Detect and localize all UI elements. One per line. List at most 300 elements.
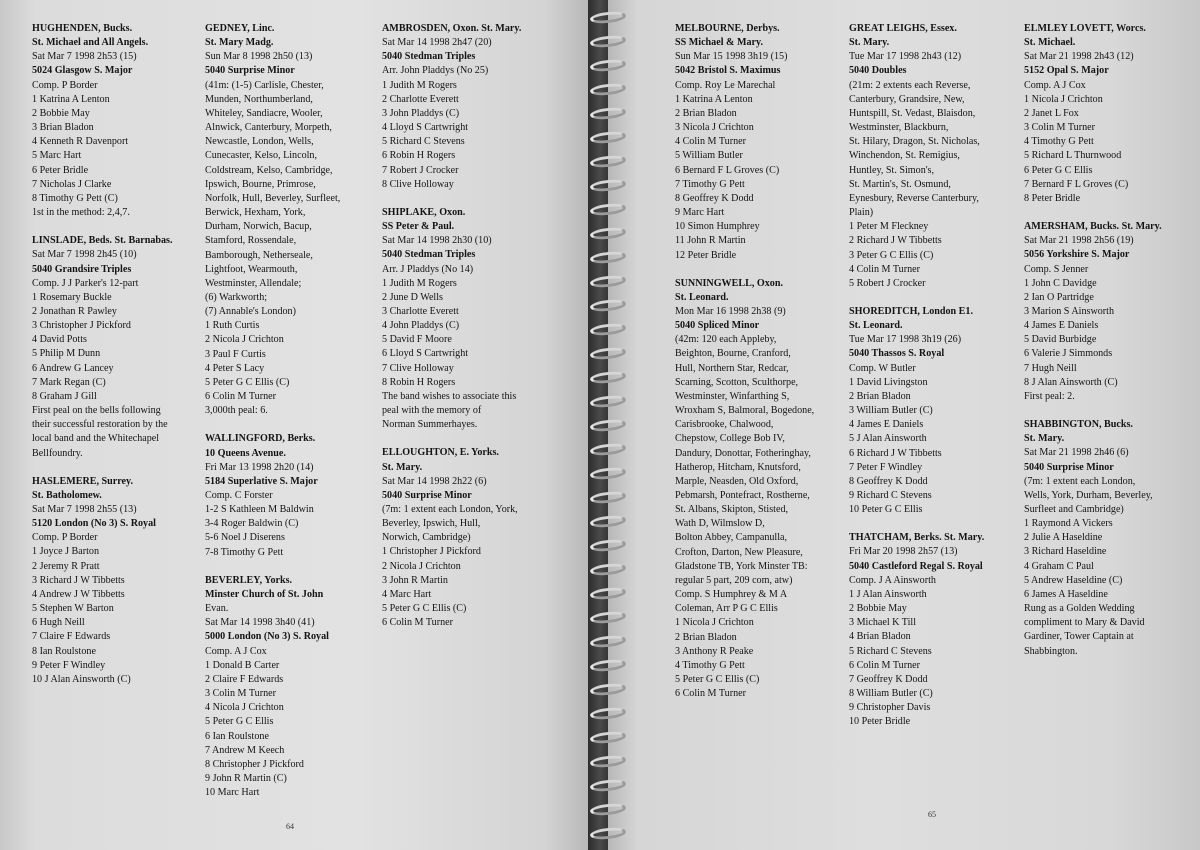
ringer-line: 1 J Alan Ainsworth <box>849 588 927 600</box>
ringer-line: 10 Peter G C Ellis <box>849 504 923 516</box>
peal-line: Tue Mar 17 1998 2h43 (12) <box>849 51 962 63</box>
ringer-line: 2 Nicola J Crichton <box>205 334 284 346</box>
ringer-line: 3 Colin M Turner <box>205 688 276 700</box>
peal-line: (6) Warkworth; <box>205 291 268 303</box>
peal-line: Westminster, Allendale; <box>205 277 302 289</box>
ringer-line: 6 Valerie J Simmonds <box>1024 348 1113 360</box>
ringer-line: 2 Charlotte Everett <box>382 93 459 105</box>
peal-line: Beighton, Bourne, Cranford, <box>675 348 791 360</box>
ringer-line: 5040 Surprise Minor <box>382 489 472 501</box>
ringer-line: 3 Richard J W Tibbetts <box>32 574 125 586</box>
ringer-line: 11 John R Martin <box>675 235 746 247</box>
ringer-line: 5 Richard C Stevens <box>382 136 465 148</box>
ringer-line: 8 Peter Bridle <box>1024 192 1081 204</box>
ringer-line: 6 Colin M Turner <box>205 391 276 403</box>
ringer-line: 5040 Spliced Minor <box>675 320 760 332</box>
ringer-line: 3 Michael K Till <box>849 617 917 629</box>
ringer-line: 4 Brian Bladon <box>849 631 911 643</box>
ringer-line: 7 Timothy G Pett <box>675 178 745 190</box>
ringer-line: 4 Timothy G Pett <box>675 659 745 671</box>
ringer-line: 1 Katrina A Lenton <box>32 93 110 105</box>
peal-line: St. Batholomew. <box>32 489 102 501</box>
ringer-line: 6 Ian Roulstone <box>205 730 269 742</box>
peal-line: Evan. <box>205 603 229 615</box>
ringer-line: 5040 Doubles <box>849 65 907 77</box>
peal-entry <box>849 531 984 729</box>
peal-line: Huntley, St. Simon's, <box>849 164 935 176</box>
page-number: 64 <box>286 822 294 831</box>
ringer-line: 4 James E Daniels <box>1024 320 1099 332</box>
ringer-line: 1 Joyce J Barton <box>32 546 99 558</box>
peal-line: Shabbington. <box>1024 645 1078 657</box>
ringer-line: 5 William Butler <box>675 150 743 162</box>
peal-line: Comp. J J Parker's 12-part <box>32 277 139 289</box>
ringer-line: 1 John C Davidge <box>1024 277 1097 289</box>
ringer-line: 7 Nicholas J Clarke <box>32 178 112 190</box>
ringer-line: 3 Nicola J Crichton <box>675 122 754 134</box>
ringer-line: 2 Ian O Partridge <box>1024 291 1094 303</box>
ringer-line: 5152 Opal S. Major <box>1024 65 1109 77</box>
peal-line: Gladstone TB, York Minster TB: <box>675 560 808 572</box>
ringer-line: 3 Marion S Ainsworth <box>1024 305 1115 317</box>
ringer-line: 6 Lloyd S Cartwright <box>382 348 469 360</box>
peal-title: SHOREDITCH, London E1. <box>849 305 973 317</box>
peal-line: Sat Mar 7 1998 2h45 (10) <box>32 249 137 261</box>
peal-title: GEDNEY, Linc. <box>205 23 275 34</box>
peal-line: peal with the memory of <box>382 405 482 417</box>
ringer-line: 2 Claire F Edwards <box>205 673 284 685</box>
peal-line: Comp. P Border <box>32 532 98 544</box>
ringer-line: 4 Nicola J Crichton <box>205 702 284 714</box>
ringer-line: 8 Geoffrey K Dodd <box>849 475 928 487</box>
peal-line: (42m: 120 each Appleby, <box>675 334 777 346</box>
ringer-line: 8 Clive Holloway <box>382 178 454 190</box>
ringer-line: 10 Peter Bridle <box>849 716 911 728</box>
ringer-line: 2 Julie A Haseldine <box>1024 532 1103 544</box>
peal-line: Carisbrooke, Chalwood, <box>675 419 774 431</box>
peal-line: The band wishes to associate this <box>382 390 517 402</box>
ringer-line: 2 Jeremy R Pratt <box>32 560 100 572</box>
ringer-line: 2 Jonathan R Pawley <box>32 305 117 317</box>
ringer-line: 1 Judith M Rogers <box>382 277 457 289</box>
ringer-line: 9 John R Martin (C) <box>205 772 287 784</box>
ringer-line: 5040 Surprise Minor <box>1024 461 1114 473</box>
ringer-line: 5 Philip M Dunn <box>32 348 101 360</box>
ringer-line: 8 Ian Roulstone <box>32 645 96 657</box>
peal-line: Wells, York, Durham, Beverley, <box>1024 489 1153 501</box>
ringer-line: 5184 Superlative S. Major <box>205 475 318 487</box>
peal-title: AMERSHAM, Bucks. St. Mary. <box>1024 221 1162 233</box>
peal-line: their successful restoration by the <box>32 419 168 431</box>
peal-line: compliment to Mary & David <box>1024 617 1145 629</box>
column <box>849 22 984 744</box>
ringer-line: 10 Marc Hart <box>205 787 260 799</box>
peal-line: First peal: 2. <box>1024 390 1075 402</box>
peal-entry <box>205 432 340 559</box>
ringer-line: 6 Peter G C Ellis <box>1024 164 1093 176</box>
peal-line: Sun Mar 15 1998 3h19 (15) <box>675 51 788 63</box>
peal-line: Scarning, Scotton, Sculthorpe, <box>675 376 799 388</box>
peal-line: Coleman, Arr P G C Ellis <box>675 603 778 615</box>
peal-entry <box>205 22 340 418</box>
peal-entry <box>382 446 521 630</box>
peal-line: Alnwick, Canterbury, Morpeth, <box>205 122 332 134</box>
ringer-line: 7 Clive Holloway <box>382 362 454 374</box>
ringer-line: 5 Marc Hart <box>32 150 82 162</box>
ringer-line: 5040 Stedman Triples <box>382 249 476 261</box>
peal-line: Bellfoundry. <box>32 447 83 459</box>
peal-line: Comp. W Butler <box>849 362 916 374</box>
ringer-line: 1 Katrina A Lenton <box>675 93 753 105</box>
peal-line: Sat Mar 21 1998 2h56 (19) <box>1024 235 1134 247</box>
peal-line: Sat Mar 14 1998 3h40 (41) <box>205 617 315 629</box>
ringer-line: 9 Christopher Davis <box>849 702 931 714</box>
ringer-line: 8 William Butler (C) <box>849 688 933 700</box>
right-page <box>608 0 1200 850</box>
ringer-line: 2 June D Wells <box>382 291 443 303</box>
peal-entry <box>382 22 521 192</box>
ringer-line: 5-6 Noel J Diserens <box>205 532 285 544</box>
ringer-line: 3 Charlotte Everett <box>382 305 459 317</box>
ringer-line: 1 Nicola J Crichton <box>675 617 754 629</box>
peal-line: (7m: 1 extent each London, York, <box>382 504 518 515</box>
ringer-line: 6 Bernard F L Groves (C) <box>675 164 780 176</box>
peal-line: Surfleet and Cambridge) <box>1024 504 1124 515</box>
ringer-line: 5040 Stedman Triples <box>382 51 476 63</box>
column <box>205 22 340 814</box>
peal-line: First peal on the bells following <box>32 405 161 417</box>
column <box>382 22 521 644</box>
peal-line: St. Albans, Skipton, Stisted, <box>675 504 789 516</box>
ringer-line: 4 Lloyd S Cartwright <box>382 122 469 134</box>
peal-line: SS Peter & Paul. <box>382 221 455 233</box>
ringer-line: 5 Stephen W Barton <box>32 603 114 615</box>
peal-line: 1st in the method: 2,4,7. <box>32 207 130 219</box>
peal-line: Chepstow, College Bob IV, <box>675 433 785 445</box>
ringer-line: 5056 Yorkshire S. Major <box>1024 249 1130 261</box>
ringer-line: 3 Peter G C Ellis (C) <box>849 249 934 261</box>
peal-line: Bamborough, Netherseale, <box>205 249 313 261</box>
ringer-line: 3 Brian Bladon <box>32 122 94 134</box>
ringer-line: 7-8 Timothy G Pett <box>205 546 284 558</box>
ringer-line: 1 Ruth Curtis <box>205 320 260 332</box>
peal-title: AMBROSDEN, Oxon. St. Mary. <box>382 23 522 34</box>
ringer-line: 3 Christopher J Pickford <box>32 320 131 332</box>
peal-line: Comp. S Humphrey & M A <box>675 589 788 601</box>
peal-line: Tue Mar 17 1998 3h19 (26) <box>849 334 962 346</box>
ringer-line: 3 Anthony R Peake <box>675 645 754 657</box>
ringer-line: 8 Christopher J Pickford <box>205 758 304 770</box>
peal-line: Sun Mar 8 1998 2h50 (13) <box>205 51 313 63</box>
ringer-line: 2 Brian Bladon <box>849 390 911 402</box>
ringer-line: 8 Graham J Gill <box>32 390 97 402</box>
ringer-line: 3-4 Roger Baldwin (C) <box>205 518 299 530</box>
column <box>32 22 173 701</box>
ringer-line: 9 Richard C Stevens <box>849 490 932 501</box>
peal-line: Sat Mar 14 1998 2h22 (6) <box>382 475 487 487</box>
peal-entry <box>849 305 984 517</box>
peal-line: Fri Mar 13 1998 2h20 (14) <box>205 461 314 473</box>
peal-line: Wath D, Wilmslow D, <box>675 518 765 530</box>
peal-line: Sat Mar 21 1998 2h43 (12) <box>1024 51 1134 63</box>
ringer-line: 8 Robin H Rogers <box>382 376 456 388</box>
peal-line: St. Mary Madg. <box>205 37 274 49</box>
peal-line: local band and the Whitechapel <box>32 433 160 445</box>
peal-line: Comp. Roy Le Marechal <box>675 79 776 91</box>
ringer-line: 6 Peter Bridle <box>32 164 89 176</box>
ringer-line: 7 Robert J Crocker <box>382 164 459 176</box>
ringer-line: 4 Kenneth R Davenport <box>32 136 129 148</box>
ringer-line: 10 J Alan Ainsworth (C) <box>32 673 131 685</box>
peal-line: Sat Mar 21 1998 2h46 (6) <box>1024 447 1129 459</box>
peal-entry <box>675 22 814 263</box>
ringer-line: 5 J Alan Ainsworth <box>849 433 927 445</box>
ringer-line: 8 J Alan Ainsworth (C) <box>1024 376 1118 388</box>
ringer-line: 7 Mark Regan (C) <box>32 376 106 388</box>
peal-line: St. Leonard. <box>675 291 729 303</box>
ringer-line: 6 Colin M Turner <box>382 617 453 629</box>
peal-title: WALLINGFORD, Berks. <box>205 433 316 445</box>
peal-line: Stamford, Rossendale, <box>205 235 297 247</box>
ringer-line: 5 Robert J Crocker <box>849 277 926 289</box>
ringer-line: 7 Hugh Neill <box>1024 362 1077 374</box>
peal-line: St. Leonard. <box>849 320 903 332</box>
peal-line: Pebmarsh, Pontefract, Rostherne, <box>675 490 810 501</box>
peal-title: GREAT LEIGHS, Essex. <box>849 23 957 34</box>
ringer-line: 1 Rosemary Buckle <box>32 291 112 303</box>
ringer-line: 9 Marc Hart <box>675 207 725 219</box>
peal-line: Norfolk, Hull, Beverley, Surfleet, <box>205 192 341 204</box>
peal-line: Sat Mar 7 1998 2h53 (15) <box>32 51 137 63</box>
ringer-line: 5 Richard L Thurnwood <box>1024 150 1122 162</box>
peal-line: Comp. S Jenner <box>1024 263 1089 275</box>
ringer-line: 3 William Butler (C) <box>849 405 933 417</box>
peal-line: Minster Church of St. John <box>205 588 324 600</box>
peal-line: Sat Mar 14 1998 2h30 (10) <box>382 235 492 247</box>
ringer-line: 10 Queens Avenue. <box>205 447 286 459</box>
ringer-line: 4 Graham C Paul <box>1024 560 1094 572</box>
peal-line: Cunecaster, Kelso, Lincoln, <box>205 150 317 162</box>
peal-line: Lightfoot, Wearmouth, <box>205 263 298 275</box>
ringer-line: 4 Timothy G Pett <box>1024 136 1094 148</box>
ringer-line: 5 David Burbidge <box>1024 334 1097 346</box>
peal-entry <box>32 475 173 687</box>
peal-line: Westminster, Winfarthing S, <box>675 390 790 402</box>
ringer-line: 2 Nicola J Crichton <box>382 560 461 572</box>
peal-line: (7m: 1 extent each London, <box>1024 475 1136 487</box>
peal-line: Norwich, Cambridge) <box>382 532 471 544</box>
peal-line: (21m: 2 extents each Reverse, <box>849 79 971 91</box>
peal-line: St. Martin's, St. Osmund, <box>849 178 951 190</box>
peal-line: Eynesbury, Reverse Canterbury, <box>849 192 979 204</box>
ringer-line: 1 David Livingston <box>849 376 928 388</box>
peal-entry <box>205 574 340 801</box>
peal-line: Wroxham S, Balmoral, Bogedone, <box>675 405 815 417</box>
column <box>675 22 814 715</box>
peal-line: Munden, Northumberland, <box>205 93 313 105</box>
ringer-line: 2 Janet L Fox <box>1024 107 1079 119</box>
ringer-line: 5 David F Moore <box>382 334 452 346</box>
ringer-line: 1 Raymond A Vickers <box>1024 518 1113 530</box>
page-number: 65 <box>928 810 936 819</box>
column <box>1024 22 1162 673</box>
peal-line: Berwick, Hexham, York, <box>205 207 306 219</box>
peal-line: Whiteley, Sandiacre, Wooler, <box>205 107 323 119</box>
ringer-line: 5 Peter G C Ellis <box>205 716 274 728</box>
ringer-line: 4 John Pladdys (C) <box>382 320 460 332</box>
ringer-line: 8 Timothy G Pett (C) <box>32 192 118 204</box>
peal-entry <box>1024 220 1162 404</box>
peal-line: Dandury, Donottar, Fotheringhay, <box>675 447 811 459</box>
peal-line: Westminster, Blackburn, <box>849 122 949 134</box>
peal-line: Comp. C Forster <box>205 490 273 501</box>
ringer-line: 1-2 S Kathleen M Baldwin <box>205 504 314 516</box>
peal-line: Coldstream, Kelso, Cambridge, <box>205 164 333 176</box>
ringer-line: 5 Peter G C Ellis (C) <box>675 674 760 686</box>
peal-line: St. Mary. <box>1024 433 1065 445</box>
peal-line: Newcastle, London, Wells, <box>205 136 314 148</box>
peal-line: Comp. A J Cox <box>1024 79 1086 91</box>
ringer-line: 9 Peter F Windley <box>32 659 106 671</box>
peal-entry <box>849 22 984 291</box>
peal-line: SS Michael & Mary. <box>675 37 764 49</box>
ringer-line: 7 Bernard F L Groves (C) <box>1024 178 1129 190</box>
peal-line: Bolton Abbey, Campanulla, <box>675 532 788 544</box>
peal-line: St. Mary. <box>849 37 890 49</box>
ringer-line: 1 Nicola J Crichton <box>1024 93 1103 105</box>
peal-title: LINSLADE, Beds. St. Barnabas. <box>32 235 173 247</box>
peal-line: Durham, Norwich, Bacup, <box>205 221 312 233</box>
ringer-line: 4 James E Daniels <box>849 419 924 431</box>
ringer-line: 5024 Glasgow S. Major <box>32 65 133 77</box>
ringer-line: 7 Andrew M Keech <box>205 744 285 756</box>
ringer-line: 7 Peter F Windley <box>849 461 923 473</box>
peal-line: Comp. J A Ainsworth <box>849 574 936 586</box>
peal-line: Beverley, Ipswich, Hull, <box>382 518 481 530</box>
ringer-line: 6 Robin H Rogers <box>382 150 456 162</box>
ringer-line: 7 Geoffrey K Dodd <box>849 673 928 685</box>
ringer-line: 4 Peter S Lacy <box>205 362 265 374</box>
peal-line: St. Michael. <box>1024 37 1076 49</box>
peal-line: Huntspill, St. Vedast, Blaisdon, <box>849 107 976 119</box>
ringer-line: 3 John R Martin <box>382 574 448 586</box>
peal-line: Comp. A J Cox <box>205 645 267 657</box>
peal-entry <box>32 234 173 461</box>
ringer-line: 12 Peter Bridle <box>675 249 737 261</box>
peal-line: (41m: (1-5) Carlisle, Chester, <box>205 79 324 91</box>
peal-line: Arr. John Pladdys (No 25) <box>382 65 489 77</box>
ringer-line: 1 Donald B Carter <box>205 659 280 671</box>
peal-line: Hull, Northern Star, Redcar, <box>675 362 789 374</box>
peal-line: Marple, Neasden, Old Oxford, <box>675 475 799 487</box>
ringer-line: 5 Richard C Stevens <box>849 645 932 657</box>
peal-line: Crofton, Darton, New Pleasure, <box>675 546 803 558</box>
peal-entry <box>382 206 521 433</box>
ringer-line: 6 Andrew G Lancey <box>32 362 114 374</box>
peal-title: BEVERLEY, Yorks. <box>205 574 293 586</box>
ringer-line: 5040 Surprise Minor <box>205 65 295 77</box>
peal-line: Sat Mar 14 1998 2h47 (20) <box>382 37 492 49</box>
peal-title: THATCHAM, Berks. St. Mary. <box>849 532 985 544</box>
ringer-line: 6 Hugh Neill <box>32 617 85 629</box>
peal-line: Plain) <box>849 207 874 219</box>
ringer-line: 1 Christopher J Pickford <box>382 546 481 558</box>
peal-line: Mon Mar 16 1998 2h38 (9) <box>675 305 786 317</box>
ringer-line: 5120 London (No 3) S. Royal <box>32 518 156 530</box>
peal-title: HASLEMERE, Surrey. <box>32 475 134 487</box>
peal-line: St. Michael and All Angels. <box>32 37 149 49</box>
peal-title: MELBOURNE, Derbys. <box>675 23 780 34</box>
ringer-line: 4 Colin M Turner <box>675 136 746 148</box>
peal-line: Comp. P Border <box>32 79 98 91</box>
peal-title: SHIPLAKE, Oxon. <box>382 206 466 218</box>
ringer-line: 5 Andrew Haseldine (C) <box>1024 574 1123 586</box>
peal-line: Hatherop, Hitcham, Knutsford, <box>675 461 801 473</box>
ringer-line: 5040 Castleford Regal S. Royal <box>849 560 983 572</box>
peal-line: Rung as a Golden Wedding <box>1024 603 1135 615</box>
ringer-line: 3 John Pladdys (C) <box>382 107 460 119</box>
ringer-line: 1 Peter M Fleckney <box>849 221 929 233</box>
ringer-line: 2 Richard J W Tibbetts <box>849 235 942 247</box>
ringer-line: 3 Colin M Turner <box>1024 122 1095 134</box>
peal-line: St. Hilary, Dragon, St. Nicholas, <box>849 136 980 148</box>
ringer-line: 1 Judith M Rogers <box>382 79 457 91</box>
ringer-line: 5040 Grandsire Triples <box>32 263 132 275</box>
peal-line: Fri Mar 20 1998 2h57 (13) <box>849 546 958 558</box>
peal-title: SHABBINGTON, Bucks. <box>1024 419 1133 431</box>
ringer-line: 2 Brian Bladon <box>675 631 737 643</box>
peal-line: Canterbury, Grandsire, New, <box>849 93 965 105</box>
ringer-line: 3 Paul F Curtis <box>205 348 266 360</box>
peal-line: Sat Mar 7 1998 2h55 (13) <box>32 504 137 515</box>
peal-title: HUGHENDEN, Bucks. <box>32 23 133 34</box>
ringer-line: 5042 Bristol S. Maximus <box>675 65 781 77</box>
peal-title: ELLOUGHTON, E. Yorks. <box>382 447 499 459</box>
ringer-line: 3 Richard Haseldine <box>1024 546 1107 558</box>
peal-line: Ipswich, Bourne, Primrose, <box>205 178 316 190</box>
peal-entry <box>1024 22 1162 206</box>
ringer-line: 2 Brian Bladon <box>675 107 737 119</box>
peal-line: Arr. J Pladdys (No 14) <box>382 263 474 275</box>
peal-entry <box>675 277 814 702</box>
ringer-line: 6 James A Haseldine <box>1024 588 1108 600</box>
ringer-line: 5040 Thassos S. Royal <box>849 348 945 360</box>
peal-line: 3,000th peal: 6. <box>205 405 268 417</box>
ringer-line: 7 Claire F Edwards <box>32 631 111 643</box>
ringer-line: 8 Geoffrey K Dodd <box>675 192 754 204</box>
ringer-line: 5000 London (No 3) S. Royal <box>205 631 329 643</box>
peal-line: Gardiner, Tower Captain at <box>1024 631 1134 643</box>
peal-title: SUNNINGWELL, Oxon. <box>675 277 783 289</box>
ringer-line: 10 Simon Humphrey <box>675 221 760 233</box>
ringer-line: 4 Andrew J W Tibbetts <box>32 588 125 600</box>
peal-line: regular 5 part, 209 com, atw) <box>675 574 793 586</box>
ringer-line: 5 Peter G C Ellis (C) <box>205 376 290 388</box>
peal-line: Winchendon, St. Remigius, <box>849 150 960 162</box>
left-page <box>0 0 592 850</box>
peal-line: Norman Summerhayes. <box>382 419 478 431</box>
peal-entry <box>1024 418 1162 659</box>
ringer-line: 6 Colin M Turner <box>849 659 920 671</box>
ringer-line: 2 Bobbie May <box>32 107 90 119</box>
ringer-line: 6 Colin M Turner <box>675 688 746 700</box>
peal-title: ELMLEY LOVETT, Worcs. <box>1024 23 1146 34</box>
peal-line: (7) Annable's London) <box>205 306 296 318</box>
ringer-line: 6 Richard J W Tibbetts <box>849 447 942 459</box>
ringer-line: 4 Marc Hart <box>382 588 432 600</box>
ringer-line: 4 David Potts <box>32 334 87 346</box>
ringer-line: 4 Colin M Turner <box>849 263 920 275</box>
